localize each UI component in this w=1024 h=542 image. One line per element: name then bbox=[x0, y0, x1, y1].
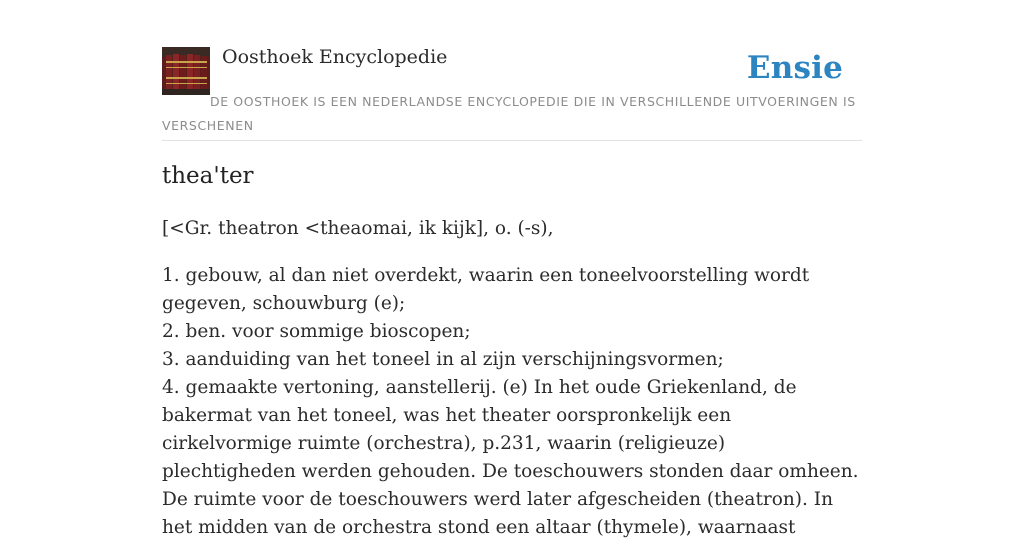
page-container bbox=[162, 0, 862, 538]
definition-item: 2. ben. voor sommige bioscopen; bbox=[162, 321, 471, 342]
entry-title: thea'ter bbox=[162, 163, 254, 189]
entry-definitions bbox=[162, 262, 862, 542]
definition-item: 4. gemaakte vertoning, aanstellerij. (e) In het oude Griekenland, de bakermat van het toneel, was het theater oorspronkelijk een cirkelvormige ruimte (orchestra), p.231, waarin (religieuze) plechtigheden werden gehouden. De toeschouwers stonden daar omheen. De ruimte voor de toeschouwers werd later afgescheiden (theatron). In het midden van de orchestra stond een altaar (thymele), waarnaast bbox=[162, 377, 859, 538]
entry-etymology: [<Gr. theatron <theaomai, ik kijk], o. (-s), bbox=[162, 218, 554, 239]
publication-name-link[interactable]: Oosthoek Encyclopedie bbox=[222, 46, 448, 68]
publication-tagline: DE OOSTHOEK IS EEN NEDERLANDSE ENCYCLOPEDIE DIE IN VERSCHILLENDE UITVOERINGEN IS VERSCHENEN bbox=[162, 94, 856, 133]
definition-item: 3. aanduiding van het toneel in al zijn verschijningsvormen; bbox=[162, 349, 724, 370]
encyclopedia-books-icon[interactable] bbox=[162, 47, 210, 95]
publication-header bbox=[162, 0, 862, 141]
definition-item: 1. gebouw, al dan niet overdekt, waarin een toneelvoorstelling wordt gegeven, schouwburg (e); bbox=[162, 265, 810, 314]
ensie-logo[interactable]: Ensie bbox=[746, 50, 843, 86]
